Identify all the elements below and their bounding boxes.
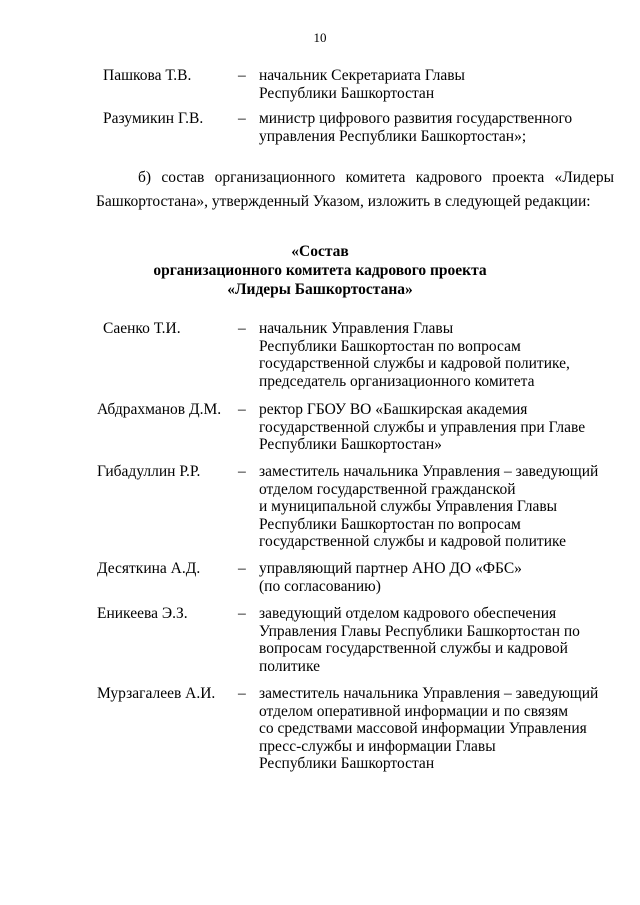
body-paragraph: б) состав организационного комитета кадрового проекта «Лидеры Башкортостана», утвержденный Указом, изложить в следующей редакции: [96, 169, 614, 210]
person-name: Абдрахманов Д.М. [97, 401, 222, 418]
dash: – [238, 67, 246, 84]
dash: – [238, 110, 246, 127]
person-name: Разумикин Г.В. [103, 110, 204, 127]
person-name: Гибадуллин Р.Р. [97, 463, 201, 480]
person-position: начальник Секретариата Главы Республики Башкортостан [259, 67, 465, 102]
dash: – [238, 401, 246, 418]
dash: – [238, 560, 246, 577]
person-name: Саенко Т.И. [103, 320, 181, 337]
dash: – [238, 463, 246, 480]
person-position: заместитель начальника Управления – заведующий отделом государственной гражданской и муниципальной службы Управления Главы Республики Башкортостан по вопросам государственной службы и кадровой политике [259, 463, 599, 551]
person-name: Десяткина А.Д. [97, 560, 201, 577]
dash: – [238, 320, 246, 337]
person-position: заведующий отделом кадрового обеспечения Управления Главы Республики Башкортостан по вопросам государственной службы и кадровой политике [259, 605, 580, 675]
person-position: начальник Управления Главы Республики Башкортостан по вопросам государственной службы и кадровой политике, председатель организационного комитета [259, 320, 570, 390]
dash: – [238, 685, 246, 702]
person-name: Еникеева Э.З. [97, 605, 188, 622]
person-position: управляющий партнер АНО ДО «ФБС» (по согласованию) [259, 560, 522, 595]
person-position: министр цифрового развития государственного управления Республики Башкортостан»; [259, 110, 573, 145]
dash: – [238, 605, 246, 622]
section-heading: «Состав организационного комитета кадрового проекта «Лидеры Башкортостана» [153, 243, 487, 298]
page-number: 10 [313, 30, 327, 45]
person-name: Мурзагалеев А.И. [97, 685, 216, 702]
person-position: заместитель начальника Управления – заведующий отделом оперативной информации и по связям со средствами массовой информации Управления пресс-службы и информации Главы Республики Башкортостан [259, 685, 599, 773]
person-position: ректор ГБОУ ВО «Башкирская академия государственной службы и управления при Главе Республики Башкортостан» [259, 401, 586, 454]
person-name: Пашкова Т.В. [103, 67, 192, 84]
